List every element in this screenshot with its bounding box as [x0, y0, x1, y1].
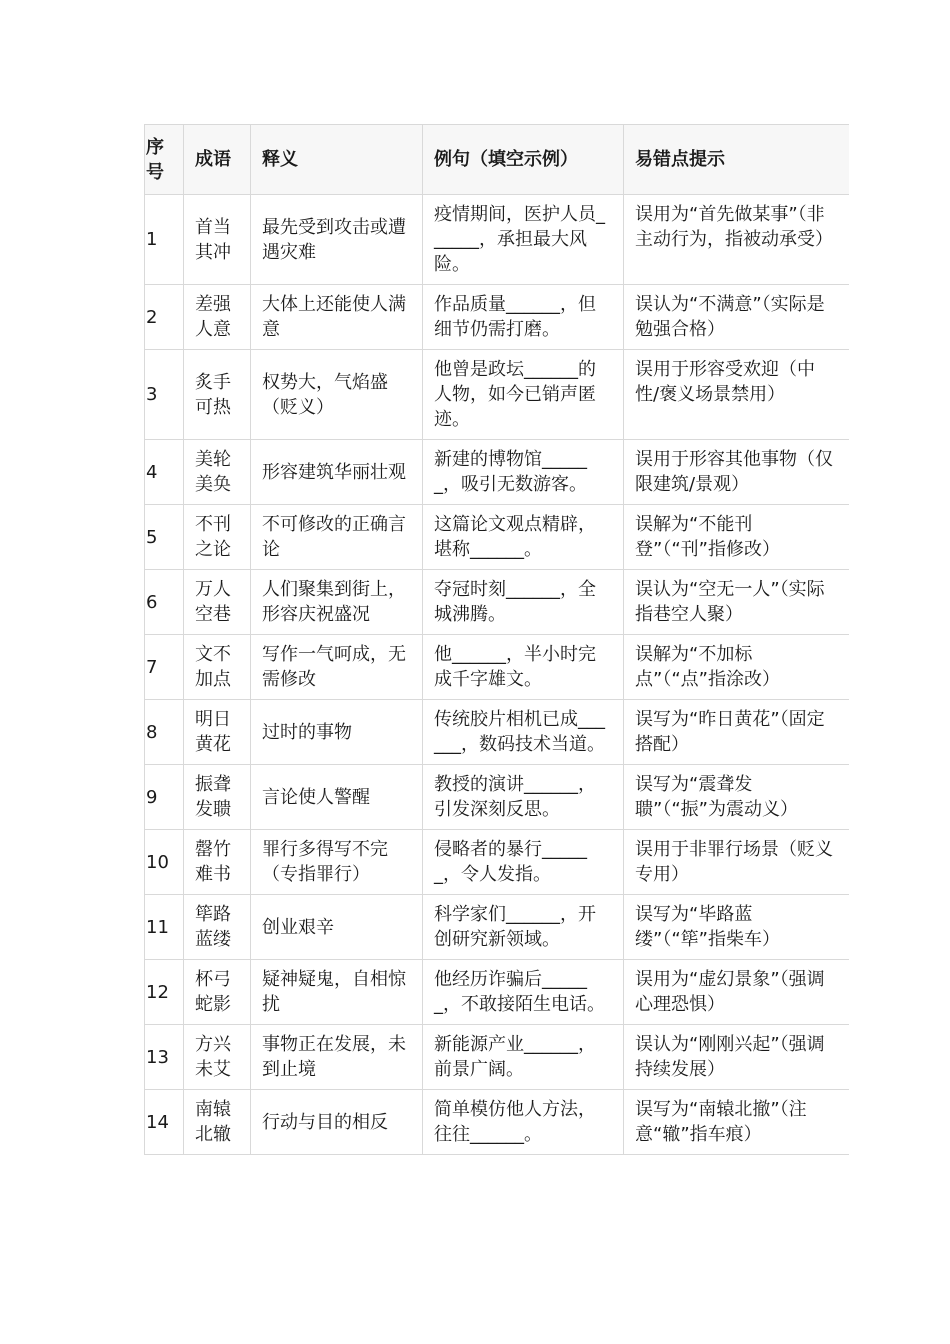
table-header-row	[145, 125, 850, 195]
cell-tip: 误用于非罪行场景（贬义专用）	[624, 830, 850, 895]
cell-tip: 误认为“不满意”（实际是勉强合格）	[624, 285, 850, 350]
cell-index: 9	[145, 765, 184, 830]
cell-meaning: 行动与目的相反	[251, 1090, 423, 1155]
header-meaning: 释义	[251, 125, 423, 195]
cell-idiom: 炙手可热	[184, 350, 251, 440]
cell-idiom: 文不加点	[184, 635, 251, 700]
cell-example: 传统胶片相机已成______，数码技术当道。	[423, 700, 624, 765]
cell-tip: 误认为“空无一人”（实际指巷空人聚）	[624, 570, 850, 635]
cell-meaning: 疑神疑鬼，自相惊扰	[251, 960, 423, 1025]
table-row	[145, 285, 850, 350]
cell-index: 2	[145, 285, 184, 350]
cell-example: 科学家们______，开创研究新领域。	[423, 895, 624, 960]
table-row	[145, 765, 850, 830]
cell-index: 4	[145, 440, 184, 505]
cell-index: 13	[145, 1025, 184, 1090]
table-row	[145, 1090, 850, 1155]
cell-index: 7	[145, 635, 184, 700]
cell-example: 作品质量______，但细节仍需打磨。	[423, 285, 624, 350]
cell-meaning: 事物正在发展，未到止境	[251, 1025, 423, 1090]
header-idiom: 成语	[184, 125, 251, 195]
cell-meaning: 写作一气呵成，无需修改	[251, 635, 423, 700]
cell-idiom: 万人空巷	[184, 570, 251, 635]
table-row	[145, 505, 850, 570]
cell-index: 5	[145, 505, 184, 570]
cell-meaning: 过时的事物	[251, 700, 423, 765]
cell-example: 夺冠时刻______，全城沸腾。	[423, 570, 624, 635]
cell-example: 教授的演讲______，引发深刻反思。	[423, 765, 624, 830]
cell-example: 这篇论文观点精辟，堪称______。	[423, 505, 624, 570]
table-row	[145, 635, 850, 700]
table-row	[145, 1025, 850, 1090]
table-row	[145, 570, 850, 635]
cell-index: 11	[145, 895, 184, 960]
cell-tip: 误解为“不能刊登”（“刊”指修改）	[624, 505, 850, 570]
cell-index: 6	[145, 570, 184, 635]
cell-idiom: 罄竹难书	[184, 830, 251, 895]
cell-tip: 误用为“虚幻景象”（强调心理恐惧）	[624, 960, 850, 1025]
cell-tip: 误解为“不加标点”（“点”指涂改）	[624, 635, 850, 700]
cell-index: 12	[145, 960, 184, 1025]
cell-index: 3	[145, 350, 184, 440]
cell-index: 1	[145, 195, 184, 285]
header-example: 例句（填空示例）	[423, 125, 624, 195]
cell-meaning: 最先受到攻击或遭遇灾难	[251, 195, 423, 285]
cell-example: 他经历诈骗后______，不敢接陌生电话。	[423, 960, 624, 1025]
table-row	[145, 830, 850, 895]
cell-idiom: 方兴未艾	[184, 1025, 251, 1090]
cell-tip: 误认为“刚刚兴起”（强调持续发展）	[624, 1025, 850, 1090]
cell-meaning: 权势大，气焰盛（贬义）	[251, 350, 423, 440]
cell-tip: 误用于形容其他事物（仅限建筑/景观）	[624, 440, 850, 505]
cell-tip: 误写为“南辕北撤”（注意“辙”指车痕）	[624, 1090, 850, 1155]
cell-meaning: 罪行多得写不完（专指罪行）	[251, 830, 423, 895]
cell-meaning: 形容建筑华丽壮观	[251, 440, 423, 505]
header-tip: 易错点提示	[624, 125, 850, 195]
cell-example: 新能源产业______，前景广阔。	[423, 1025, 624, 1090]
cell-tip: 误写为“昨日黄花”（固定搭配）	[624, 700, 850, 765]
cell-index: 14	[145, 1090, 184, 1155]
cell-example: 简单模仿他人方法，往往______。	[423, 1090, 624, 1155]
cell-meaning: 言论使人警醒	[251, 765, 423, 830]
table-body	[145, 195, 850, 1155]
cell-idiom: 南辕北辙	[184, 1090, 251, 1155]
cell-idiom: 杯弓蛇影	[184, 960, 251, 1025]
cell-example: 他曾是政坛______的人物，如今已销声匿迹。	[423, 350, 624, 440]
table-row	[145, 960, 850, 1025]
table-row	[145, 440, 850, 505]
cell-idiom: 筚路蓝缕	[184, 895, 251, 960]
cell-meaning: 大体上还能使人满意	[251, 285, 423, 350]
cell-example: 他______，半小时完成千字雄文。	[423, 635, 624, 700]
cell-tip: 误写为“震聋发聩”（“振”为震动义）	[624, 765, 850, 830]
table-row	[145, 195, 850, 285]
idiom-table-container	[144, 124, 849, 1192]
header-index: 序号	[145, 125, 184, 195]
cell-example: 疫情期间，医护人员______，承担最大风险。	[423, 195, 624, 285]
cell-idiom: 美轮美奂	[184, 440, 251, 505]
table-row	[145, 700, 850, 765]
cell-idiom: 明日黄花	[184, 700, 251, 765]
cell-idiom: 不刊之论	[184, 505, 251, 570]
table-row	[145, 895, 850, 960]
cell-meaning: 不可修改的正确言论	[251, 505, 423, 570]
cell-idiom: 首当其冲	[184, 195, 251, 285]
cell-meaning: 创业艰辛	[251, 895, 423, 960]
table-row	[145, 350, 850, 440]
idiom-table	[144, 124, 849, 1155]
cell-example: 新建的博物馆______，吸引无数游客。	[423, 440, 624, 505]
cell-tip: 误用为“首先做某事”（非主动行为，指被动承受）	[624, 195, 850, 285]
cell-idiom: 振聋发聩	[184, 765, 251, 830]
cell-tip: 误写为“毕路蓝缕”（“筚”指柴车）	[624, 895, 850, 960]
cell-meaning: 人们聚集到街上，形容庆祝盛况	[251, 570, 423, 635]
cell-index: 10	[145, 830, 184, 895]
cell-idiom: 差强人意	[184, 285, 251, 350]
cell-example: 侵略者的暴行______，令人发指。	[423, 830, 624, 895]
cell-tip: 误用于形容受欢迎（中性/褒义场景禁用）	[624, 350, 850, 440]
cell-index: 8	[145, 700, 184, 765]
